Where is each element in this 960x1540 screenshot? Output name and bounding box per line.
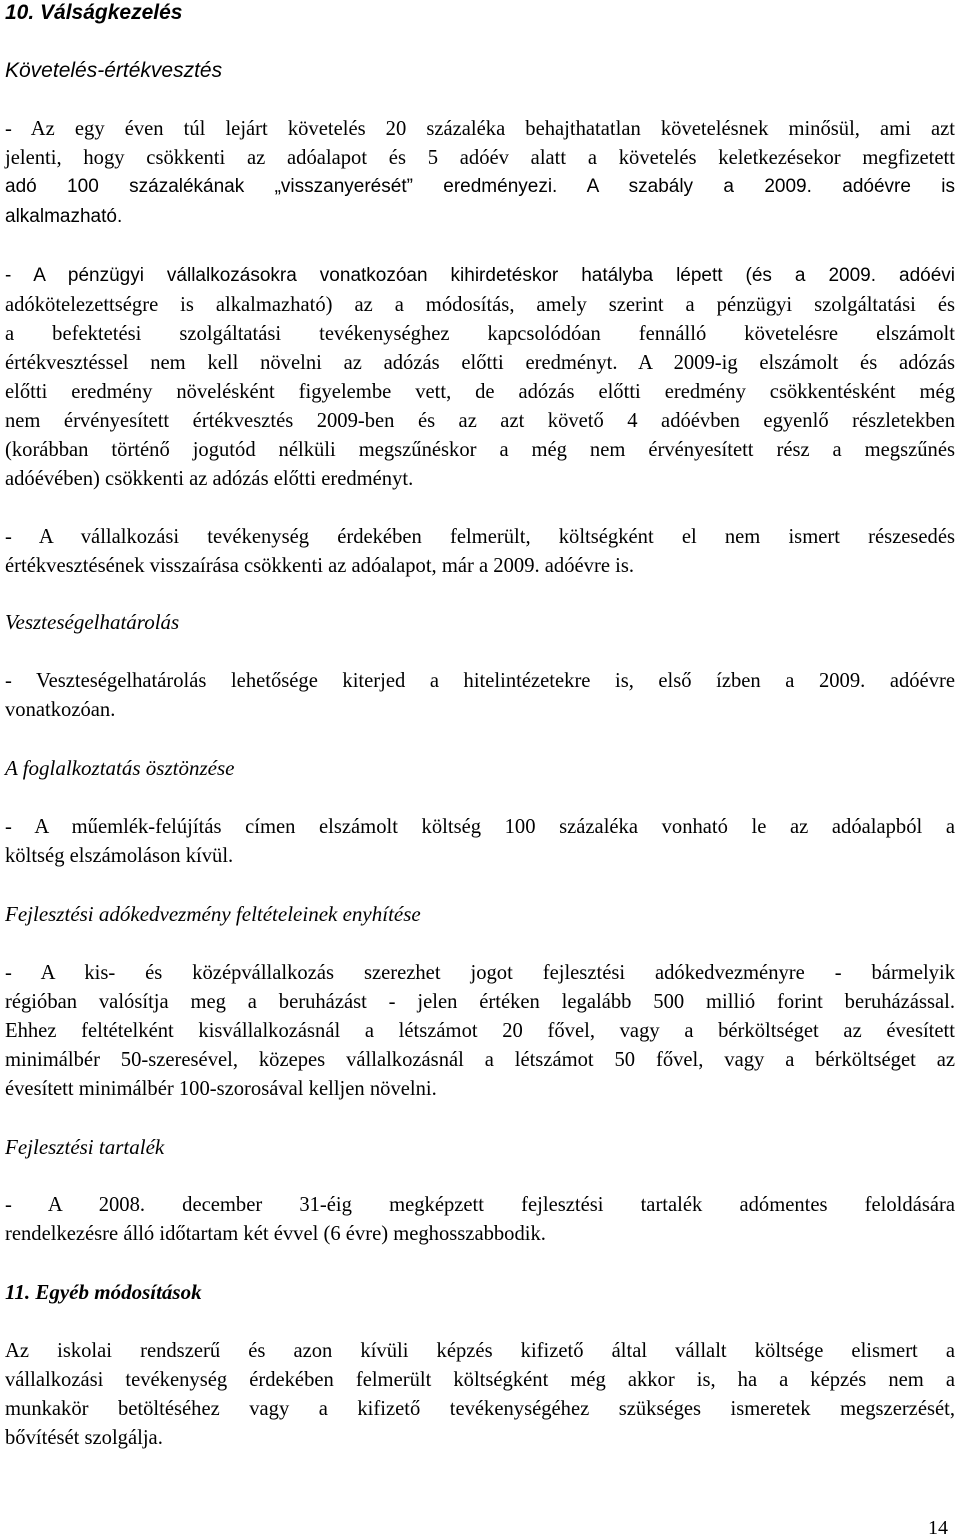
text-line: (korábban történő jogutód nélküli megszűnéskor a még nem érvényesített rész a megszűnés bbox=[5, 439, 955, 461]
text-line: adóévében) csökkenti az adózás előtti eredményt. bbox=[5, 468, 414, 490]
text-line: minimálbér 50-szeresével, közepes vállalkozásnál a létszámot 50 fővel, vagy a bérköltséget az bbox=[5, 1049, 955, 1071]
section-heading-other-changes: 11. Egyéb módosítások bbox=[5, 1280, 202, 1304]
subheading-receivables: Követelés-értékvesztés bbox=[5, 59, 223, 82]
text-line: nem érvényesített értékvesztés 2009-ben és az azt követő 4 adóévben egyenlő részletekben bbox=[5, 410, 955, 432]
text-line: - A vállalkozási tevékenység érdekében felmerült, költségként el nem ismert részesedés bbox=[5, 526, 955, 548]
text-line: évesített minimálbér 100-szorosával kelljen növelni. bbox=[5, 1078, 437, 1100]
text-line: - A kis- és középvállalkozás szerezhet jogot fejlesztési adókedvezményre - bármelyik bbox=[5, 962, 955, 984]
text-line: Ehhez feltételként kisvállalkozásnál a létszámot 20 fővel, vagy a bérköltséget az évesített bbox=[5, 1020, 955, 1042]
text-line: vállalkozási tevékenység érdekében felmerült költségként még akkor is, ha a képzés nem a bbox=[5, 1369, 955, 1391]
text-line: vonatkozóan. bbox=[5, 699, 116, 721]
page-number: 14 bbox=[928, 1517, 948, 1539]
text-line: munkakör betöltéséhez vagy a kifizető tevékenységéhez szükséges ismeretek megszerzését, bbox=[5, 1398, 955, 1420]
text-line: költség elszámoláson kívül. bbox=[5, 845, 234, 867]
text-line: adókötelezettségre is alkalmazható) az a módosítás, amely szerint a pénzügyi szolgáltatási és bbox=[5, 294, 955, 316]
text-line: a befektetési szolgáltatási tevékenységhez kapcsolódóan fennálló követelésre elszámolt bbox=[5, 323, 955, 345]
subheading-employment: A foglalkoztatás ösztönzése bbox=[5, 756, 235, 780]
subheading-loss-deferral: Veszteségelhatárolás bbox=[5, 610, 180, 634]
subheading-dev-reserve: Fejlesztési tartalék bbox=[5, 1135, 165, 1159]
section-heading-crisis: 10. Válságkezelés bbox=[5, 1, 183, 24]
text-line: értékvesztésének visszaírása csökkenti az adóalapot, már a 2009. adóévre is. bbox=[5, 555, 634, 577]
text-line: - Veszteségelhatárolás lehetősége kiterjed a hitelintézetekre is, első ízben a 2009. adóévre bbox=[5, 670, 955, 692]
text-line: - A pénzügyi vállalkozásokra vonatkozóan kihirdetéskor hatályba lépett (és a 2009. adóévi bbox=[5, 265, 955, 286]
text-line: - A műemlék-felújítás címen elszámolt költség 100 százaléka vonható le az adóalapból a bbox=[5, 816, 955, 838]
text-line: bővítését szolgálja. bbox=[5, 1427, 163, 1449]
text-line: adó 100 százalékának „visszanyerését” eredményezi. A szabály a 2009. adóévre is bbox=[5, 176, 955, 197]
text-line: - Az egy éven túl lejárt követelés 20 százaléka behajthatatlan követelésnek minősül, ami azt bbox=[5, 118, 955, 140]
text-line: régióban valósítja meg a beruházást - jelen értéken legalább 500 millió forint beruházással. bbox=[5, 991, 955, 1013]
text-line: értékvesztéssel nem kell növelni az adózás előtti eredményt. A 2009-ig elszámolt és adózás bbox=[5, 352, 955, 374]
text-line: rendelkezésre álló időtartam két évvel (6 évre) meghosszabbodik. bbox=[5, 1223, 546, 1245]
subheading-dev-allowance: Fejlesztési adókedvezmény feltételeinek enyhítése bbox=[5, 902, 421, 926]
text-line: jelenti, hogy csökkenti az adóalapot és 5 adóév alatt a követelés keletkezésekor megfizetett bbox=[5, 147, 955, 169]
text-line: előtti eredmény növelésként figyelembe vett, de adózás előtti eredmény csökkentésként még bbox=[5, 381, 955, 403]
text-line: Az iskolai rendszerű és azon kívüli képzés kifizető által vállalt költsége elismert a bbox=[5, 1340, 955, 1362]
text-line: alkalmazható. bbox=[5, 206, 123, 227]
text-line: - A 2008. december 31-éig megképzett fejlesztési tartalék adómentes feloldására bbox=[5, 1194, 955, 1216]
